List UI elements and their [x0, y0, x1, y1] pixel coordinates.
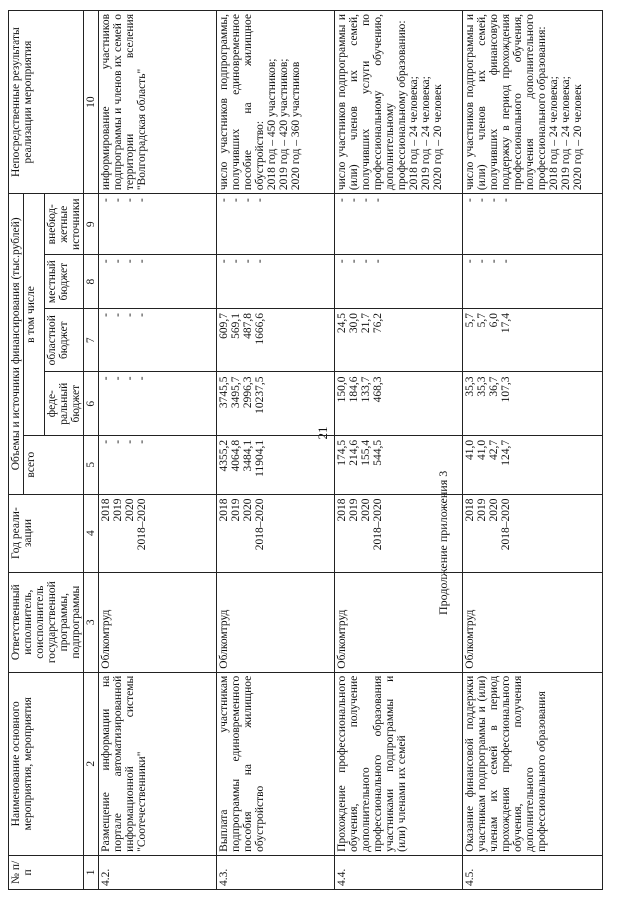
col-number: 3	[84, 572, 99, 672]
col-number: 4	[84, 494, 99, 572]
row-years: 2018 2019 2020 2018–2020	[463, 494, 603, 572]
col-number: 2	[84, 672, 99, 855]
col-number: 10	[84, 11, 99, 194]
header-name: Наименование основного мероприятия, мероприятия	[9, 672, 84, 855]
row-total: 174,5 214,6 155,4 544,5	[335, 435, 463, 494]
row-offbudget: - - - -	[99, 194, 217, 255]
row-result: число участников подпрограммы и (или) членов их семей, получивших услуги по профессиональному обучению, дополнительному профессиональному образованию: 2018 год – 24 человека; 2019 год – 24 человека; 2020 год – 20 человек	[335, 11, 463, 194]
row-result: число участников подпрограммы и (или) членов их семей, получивших финансовую поддержку в период прохождения профессионального обучения, получения дополнительного профессионального образования: 2018 год – 24 человека; 2019 год – 24 человека; 2020 год – 20 человек	[463, 11, 603, 194]
row-local: - - - -	[217, 255, 335, 309]
header-local: местный бюджет	[45, 255, 84, 309]
row-years: 2018 2019 2020 2018–2020	[99, 494, 217, 572]
row-name: Выплата участникам подпрограммы единовременного пособия на жилищное обустройство	[217, 672, 335, 855]
row-number: 4.2.	[99, 855, 217, 889]
row-offbudget: - - - -	[217, 194, 335, 255]
header-num: № п/п	[9, 855, 84, 889]
row-offbudget: - - - -	[463, 194, 603, 255]
header-funding: Объемы и источники финансирования (тыс.рублей)	[9, 194, 24, 494]
row-offbudget: - - - -	[335, 194, 463, 255]
header-incl: в том числе	[24, 194, 45, 436]
row-total: 41,0 41,0 42,7 124,7	[463, 435, 603, 494]
row-regional: - - - -	[99, 308, 217, 371]
row-executor: Облкомтруд	[335, 572, 463, 672]
row-local: - - - -	[99, 255, 217, 309]
header-executor: Ответственный исполнитель, соисполнитель государственной программы, подпрограммы	[9, 572, 84, 672]
row-total: 4355,2 4064,8 3484,1 11904,1	[217, 435, 335, 494]
row-years: 2018 2019 2020 2018–2020	[335, 494, 463, 572]
table-row	[217, 11, 335, 890]
row-number: 4.3.	[217, 855, 335, 889]
row-name: Прохождение профессионального обучения, получение дополнительного профессионального образования участниками подпрограммы и (или) членами их семей	[335, 672, 463, 855]
rotated-table-container	[8, 10, 608, 890]
row-federal: 35,3 35,3 36,7 107,3	[463, 372, 603, 435]
column-number-row	[84, 11, 99, 890]
header-total: всего	[24, 435, 84, 494]
appendix-continuation-note: Продолжение приложения 3	[436, 470, 450, 615]
row-number: 4.5.	[463, 855, 603, 889]
row-regional: 5,7 5,7 6,0 17,4	[463, 308, 603, 371]
row-regional: 609,7 569,1 487,8 1666,6	[217, 308, 335, 371]
table-row	[463, 11, 603, 890]
row-years: 2018 2019 2020 2018–2020	[217, 494, 335, 572]
row-federal: 3745,5 3495,7 2996,3 10237,5	[217, 372, 335, 435]
row-executor: Облкомтруд	[463, 572, 603, 672]
row-number: 4.4.	[335, 855, 463, 889]
header-federal: феде-ральный бюджет	[45, 372, 84, 435]
row-result: число участников подпрограммы, получивших единовременное пособие на жилищное обустройство: 2018 год – 450 участников; 2019 год – 420 участников; 2020 год – 360 участников	[217, 11, 335, 194]
table-row	[335, 11, 463, 890]
row-total: - - - -	[99, 435, 217, 494]
header-result: Непосредственные результаты реализации мероприятия	[9, 11, 84, 194]
row-result: информирование участников подпрограммы и членов их семей о территории вселения "Волгоградская область"	[99, 11, 217, 194]
header-offbudget: внебюд-жетные источники	[45, 194, 84, 255]
col-number: 7	[84, 308, 99, 371]
col-number: 9	[84, 194, 99, 255]
table-wrapper	[8, 10, 608, 890]
row-local: - - - -	[335, 255, 463, 309]
header-row-1	[9, 11, 24, 890]
row-executor: Облкомтруд	[99, 572, 217, 672]
row-name: Размещение информации на портале автоматизированной информационной системы "Соотечественники"	[99, 672, 217, 855]
row-federal: - - - -	[99, 372, 217, 435]
row-federal: 150,0 184,6 133,7 468,3	[335, 372, 463, 435]
header-year: Год реали-зации	[9, 494, 84, 572]
col-number: 5	[84, 435, 99, 494]
col-number: 6	[84, 372, 99, 435]
row-name: Оказание финансовой поддержки участникам подпрограммы и (или) членам их семей в период прохождения профессионального обучения, получения дополнительного профессионального образования	[463, 672, 603, 855]
col-number: 8	[84, 255, 99, 309]
col-number: 1	[84, 855, 99, 889]
row-local: - - - -	[463, 255, 603, 309]
funding-table	[8, 10, 603, 890]
row-executor: Облкомтруд	[217, 572, 335, 672]
page-number: 21	[315, 426, 330, 440]
header-regional: областной бюджет	[45, 308, 84, 371]
table-row	[99, 11, 217, 890]
row-regional: 24,5 30,0 21,7 76,2	[335, 308, 463, 371]
